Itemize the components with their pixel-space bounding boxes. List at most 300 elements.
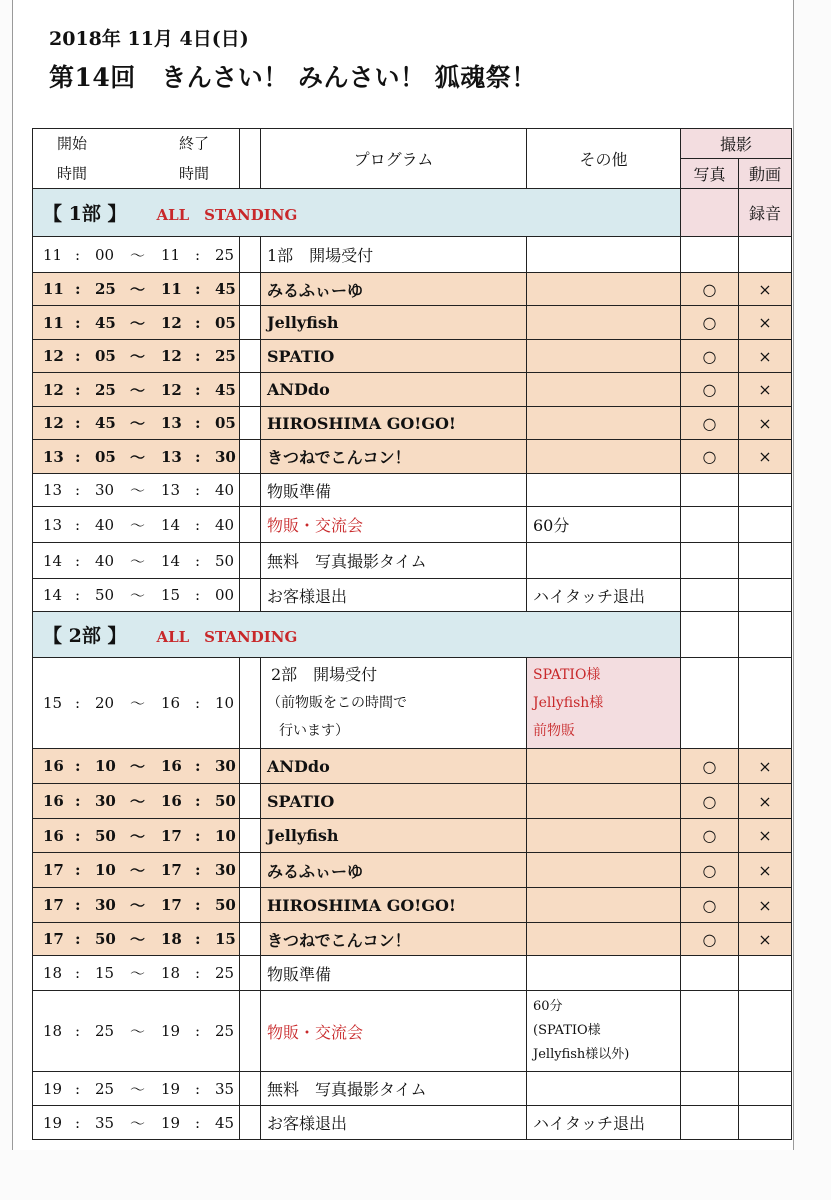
photo-cell (681, 1106, 739, 1140)
schedule-row (33, 749, 792, 784)
time-colon: : (75, 826, 81, 845)
start-minute: 30 (95, 792, 116, 810)
video-header-bottom: 録音 (739, 189, 792, 237)
event-title: 第14回 きんさい！ みんさい！ 狐魂祭！ (49, 63, 537, 92)
time-colon: : (75, 964, 81, 982)
start-minute: 25 (95, 1022, 115, 1040)
program-cell: HIROSHIMA GO!GO! (261, 888, 527, 923)
time-cell (33, 1072, 240, 1106)
time-tilde: ～ (130, 896, 146, 915)
pre-sale-note-3: 前物販 (533, 723, 575, 739)
photo-cell (681, 991, 739, 1072)
gap-cell (240, 474, 261, 507)
other-cell (527, 373, 681, 407)
start-hour: 13 (43, 515, 63, 534)
start-header-top: 開始 (57, 134, 88, 153)
other-cell (527, 784, 681, 819)
start-header-bottom: 時間 (57, 164, 88, 183)
program-cell: みるふぃーゆ (261, 273, 527, 306)
time-tilde: ～ (130, 964, 146, 983)
photo-cell (681, 507, 739, 543)
end-minute: 30 (215, 757, 236, 775)
other-cell (527, 407, 681, 440)
program-cell: みるふぃーゆ (261, 853, 527, 888)
end-minute: 25 (215, 347, 236, 365)
photo-header-ext (681, 189, 739, 237)
section-header-row (33, 189, 792, 237)
schedule-row (33, 273, 792, 306)
time-tilde: ～ (130, 414, 146, 433)
start-hour: 11 (43, 245, 63, 264)
time-tilde: ～ (130, 930, 146, 949)
program-cell: 1部 開場受付 (261, 237, 527, 273)
end-hour: 12 (161, 313, 182, 332)
end-minute: 10 (215, 694, 235, 712)
end-header-top: 終了 (179, 134, 210, 153)
end-header-bottom: 時間 (179, 164, 210, 183)
schedule-row (33, 853, 792, 888)
end-hour: 12 (161, 380, 182, 399)
start-hour: 16 (43, 826, 64, 845)
time-cell (33, 658, 240, 749)
other-cell (527, 340, 681, 373)
time-colon: : (195, 1079, 201, 1098)
time-colon: : (195, 414, 201, 432)
end-hour: 13 (161, 414, 182, 432)
event-date: 2018年 11月 4日(日) (49, 28, 249, 50)
time-tilde: ～ (130, 246, 146, 264)
gap-cell (240, 237, 261, 273)
other-cell (527, 956, 681, 991)
start-hour: 11 (43, 313, 64, 332)
end-minute: 15 (215, 930, 236, 948)
video-cell: × (739, 749, 792, 784)
schedule-row (33, 507, 792, 543)
end-hour: 16 (161, 792, 182, 810)
time-tilde: ～ (130, 516, 146, 534)
program-cell: 物販準備 (261, 474, 527, 507)
time-colon: : (75, 380, 81, 399)
time-colon: : (75, 930, 81, 948)
photo-cell: ○ (681, 373, 739, 407)
time-tilde: ～ (130, 1114, 146, 1132)
pre-sale-note-1: SPATIO様 (533, 667, 601, 683)
photo-cell: ○ (681, 853, 739, 888)
time-colon: : (75, 896, 81, 914)
end-hour: 12 (161, 347, 182, 365)
start-minute: 40 (95, 515, 115, 534)
photo-cell: ○ (681, 923, 739, 956)
other-cell: ハイタッチ退出 (527, 1106, 681, 1140)
time-colon: : (75, 313, 81, 332)
video-cell: × (739, 888, 792, 923)
schedule-row-reception (33, 658, 792, 749)
time-tilde: ～ (130, 792, 146, 811)
video-cell (739, 579, 792, 612)
time-colon: : (75, 515, 81, 534)
photo-cell (681, 579, 739, 612)
video-cell: × (739, 306, 792, 340)
time-cell (33, 784, 240, 819)
time-colon: : (195, 1022, 201, 1040)
schedule-row (33, 407, 792, 440)
time-cell (33, 819, 240, 853)
start-minute: 30 (95, 481, 115, 499)
gap-cell (240, 1106, 261, 1140)
other-cell (527, 853, 681, 888)
schedule-row (33, 543, 792, 579)
program-cell: Jellyfish (261, 306, 527, 340)
start-minute: 50 (95, 586, 115, 604)
start-hour: 18 (43, 1022, 63, 1040)
time-tilde: ～ (130, 586, 146, 605)
exchange-note-2: (SPATIO様 (533, 1023, 601, 1038)
section-subtitle: ALL STANDING (156, 206, 298, 224)
other-header: その他 (527, 129, 681, 189)
start-minute: 10 (95, 861, 116, 879)
program-cell: HIROSHIMA GO!GO! (261, 407, 527, 440)
time-colon: : (195, 380, 201, 399)
end-hour: 11 (161, 245, 181, 264)
time-cell (33, 507, 240, 543)
start-hour: 19 (43, 1079, 63, 1098)
schedule-row (33, 340, 792, 373)
time-cell (33, 956, 240, 991)
start-hour: 12 (43, 347, 64, 365)
start-minute: 30 (95, 896, 116, 914)
video-cell: × (739, 407, 792, 440)
time-tilde: ～ (130, 314, 146, 332)
time-cell (33, 749, 240, 784)
end-hour: 14 (161, 515, 181, 534)
schedule-body (33, 129, 792, 1140)
time-colon: : (195, 792, 201, 810)
time-colon: : (195, 245, 201, 264)
photo-cell: ○ (681, 273, 739, 306)
time-colon: : (75, 447, 81, 466)
start-minute: 35 (95, 1113, 115, 1132)
end-minute: 45 (215, 380, 236, 399)
end-minute: 45 (215, 280, 236, 298)
time-tilde: ～ (130, 1080, 146, 1098)
gap-cell (240, 923, 261, 956)
start-hour: 12 (43, 414, 64, 432)
time-colon: : (75, 586, 81, 604)
photo-cell: ○ (681, 306, 739, 340)
time-cell (33, 923, 240, 956)
end-hour: 16 (161, 757, 182, 775)
video-cell (739, 507, 792, 543)
end-hour: 11 (161, 280, 182, 298)
end-minute: 35 (215, 1079, 235, 1098)
gap-cell (240, 819, 261, 853)
end-minute: 50 (215, 792, 236, 810)
start-minute: 00 (95, 245, 115, 264)
time-cell (33, 888, 240, 923)
start-minute: 25 (95, 280, 116, 298)
program-cell: ANDdo (261, 749, 527, 784)
start-minute: 10 (95, 757, 116, 775)
program-cell: 物販準備 (261, 956, 527, 991)
other-cell (527, 543, 681, 579)
end-minute: 45 (215, 1113, 235, 1132)
other-cell (527, 991, 681, 1072)
time-colon: : (195, 481, 201, 499)
start-minute: 40 (95, 551, 115, 570)
gap-cell (240, 784, 261, 819)
end-hour: 15 (161, 586, 181, 604)
end-minute: 25 (215, 245, 235, 264)
time-header (33, 129, 240, 189)
video-cell (739, 1072, 792, 1106)
time-cell (33, 340, 240, 373)
other-cell (527, 474, 681, 507)
program-cell: ANDdo (261, 373, 527, 407)
start-hour: 18 (43, 964, 63, 982)
start-minute: 45 (95, 414, 116, 432)
program-cell: きつねでこんコン！ (261, 440, 527, 474)
program-cell: SPATIO (261, 340, 527, 373)
start-hour: 14 (43, 586, 63, 604)
time-tilde: ～ (130, 280, 146, 299)
schedule-row (33, 784, 792, 819)
time-colon: : (195, 757, 201, 775)
program-cell: きつねでこんコン！ (261, 923, 527, 956)
start-hour: 17 (43, 896, 64, 914)
end-minute: 10 (215, 826, 236, 845)
photo-cell (681, 956, 739, 991)
schedule-row (33, 1072, 792, 1106)
photo-cell (681, 237, 739, 273)
start-minute: 50 (95, 826, 116, 845)
end-minute: 40 (215, 515, 235, 534)
end-hour: 16 (161, 694, 181, 712)
schedule-row (33, 373, 792, 407)
video-cell (739, 1106, 792, 1140)
time-colon: : (75, 861, 81, 879)
start-hour: 15 (43, 694, 63, 712)
photo-cell: ○ (681, 819, 739, 853)
start-hour: 17 (43, 861, 64, 879)
photo-cell: ○ (681, 440, 739, 474)
program-cell: SPATIO (261, 784, 527, 819)
schedule-row (33, 474, 792, 507)
time-colon: : (195, 551, 201, 570)
gap-cell (240, 956, 261, 991)
other-cell (527, 888, 681, 923)
video-cell (739, 543, 792, 579)
end-minute: 30 (215, 861, 236, 879)
gap-cell (240, 1072, 261, 1106)
start-minute: 15 (95, 964, 115, 982)
time-tilde: ～ (130, 552, 146, 570)
schedule-row (33, 306, 792, 340)
section-header-row (33, 612, 792, 658)
end-hour: 18 (161, 964, 181, 982)
start-hour: 16 (43, 757, 64, 775)
time-colon: : (75, 245, 81, 264)
photo-cell (681, 658, 739, 749)
photo-cell: ○ (681, 340, 739, 373)
program-cell: 物販・交流会 (261, 507, 527, 543)
video-cell (739, 956, 792, 991)
start-minute: 45 (95, 313, 116, 332)
schedule-row (33, 923, 792, 956)
time-tilde: ～ (130, 347, 146, 366)
schedule-row (33, 237, 792, 273)
video-cell: × (739, 853, 792, 888)
time-colon: : (195, 826, 201, 845)
start-minute: 05 (95, 347, 116, 365)
end-minute: 30 (215, 447, 236, 466)
other-cell (527, 273, 681, 306)
end-minute: 05 (215, 414, 236, 432)
end-minute: 05 (215, 313, 236, 332)
gap-cell (240, 407, 261, 440)
time-cell (33, 543, 240, 579)
time-colon: : (195, 347, 201, 365)
end-hour: 17 (161, 826, 182, 845)
section-subtitle: ALL STANDING (156, 628, 298, 646)
time-colon: : (75, 1079, 81, 1098)
end-minute: 50 (215, 896, 236, 914)
exchange-note-1: 60分 (533, 999, 563, 1014)
program-header: プログラム (261, 129, 527, 189)
time-colon: : (75, 694, 81, 712)
end-minute: 40 (215, 481, 235, 499)
photo-cell (681, 474, 739, 507)
photo-cell: ○ (681, 407, 739, 440)
time-colon: : (195, 964, 201, 982)
program-cell: 無料 写真撮影タイム (261, 543, 527, 579)
schedule-table (32, 128, 792, 1140)
time-colon: : (75, 481, 81, 499)
video-header-top: 動画 (739, 159, 792, 189)
exchange-note-3: Jellyfish様以外) (533, 1047, 630, 1062)
photo-cell: ○ (681, 749, 739, 784)
start-hour: 19 (43, 1113, 63, 1132)
end-minute: 00 (215, 586, 235, 604)
time-cell (33, 373, 240, 407)
other-cell (527, 306, 681, 340)
reception-line1: 2部 開場受付 (271, 665, 378, 684)
gap-cell (240, 658, 261, 749)
time-cell (33, 237, 240, 273)
time-colon: : (195, 930, 201, 948)
gap-cell (240, 579, 261, 612)
time-colon: : (195, 447, 201, 466)
other-cell (527, 440, 681, 474)
time-colon: : (75, 757, 81, 775)
pre-sale-note-2: Jellyfish様 (533, 695, 604, 711)
time-colon: : (195, 1113, 201, 1132)
video-cell: × (739, 923, 792, 956)
video-cell: × (739, 784, 792, 819)
video-cell (739, 237, 792, 273)
other-cell (527, 923, 681, 956)
video-cell: × (739, 819, 792, 853)
gap-cell (240, 507, 261, 543)
schedule-row (33, 819, 792, 853)
other-cell (527, 237, 681, 273)
schedule-row (33, 1106, 792, 1140)
section-video-empty (739, 612, 792, 658)
section-title: 【 2部 】 (43, 625, 127, 647)
time-colon: : (75, 792, 81, 810)
section-band (33, 612, 681, 658)
start-minute: 20 (95, 694, 115, 712)
gap-cell (240, 273, 261, 306)
schedule-row (33, 888, 792, 923)
photo-header: 写真 (681, 159, 739, 189)
video-cell: × (739, 273, 792, 306)
gap-cell (240, 749, 261, 784)
end-hour: 18 (161, 930, 182, 948)
start-hour: 14 (43, 551, 63, 570)
end-hour: 17 (161, 861, 182, 879)
program-cell: お客様退出 (261, 1106, 527, 1140)
time-tilde: ～ (130, 757, 146, 776)
photo-cell: ○ (681, 888, 739, 923)
time-colon: : (195, 515, 201, 534)
start-minute: 50 (95, 930, 116, 948)
video-cell (739, 658, 792, 749)
program-cell: 物販・交流会 (261, 991, 527, 1072)
time-colon: : (195, 586, 201, 604)
end-hour: 19 (161, 1022, 181, 1040)
start-hour: 13 (43, 481, 63, 499)
program-cell: Jellyfish (261, 819, 527, 853)
end-hour: 13 (161, 481, 181, 499)
time-colon: : (195, 896, 201, 914)
time-colon: : (195, 861, 201, 879)
time-tilde: ～ (130, 861, 146, 880)
header-row-1 (33, 129, 792, 159)
shooting-header: 撮影 (681, 129, 792, 159)
gap-cell (240, 306, 261, 340)
program-cell: お客様退出 (261, 579, 527, 612)
video-cell: × (739, 340, 792, 373)
time-colon: : (195, 280, 201, 298)
time-colon: : (195, 694, 201, 712)
time-colon: : (75, 347, 81, 365)
other-cell (527, 658, 681, 749)
end-hour: 19 (161, 1113, 181, 1132)
gap-cell (240, 340, 261, 373)
time-cell (33, 579, 240, 612)
schedule-row-exchange (33, 991, 792, 1072)
time-tilde: ～ (130, 1022, 146, 1041)
end-hour: 13 (161, 447, 182, 466)
start-minute: 25 (95, 1079, 115, 1098)
schedule-row (33, 440, 792, 474)
time-tilde: ～ (130, 694, 146, 713)
time-cell (33, 853, 240, 888)
gap-cell (240, 440, 261, 474)
gap-cell (240, 853, 261, 888)
other-cell: ハイタッチ退出 (527, 579, 681, 612)
gap-cell (240, 888, 261, 923)
end-hour: 19 (161, 1079, 181, 1098)
time-tilde: ～ (130, 381, 146, 399)
time-tilde: ～ (130, 481, 146, 500)
video-cell (739, 991, 792, 1072)
time-cell (33, 991, 240, 1072)
video-cell: × (739, 440, 792, 474)
section-photo-empty (681, 612, 739, 658)
time-colon: : (75, 551, 81, 570)
time-colon: : (75, 1113, 81, 1132)
